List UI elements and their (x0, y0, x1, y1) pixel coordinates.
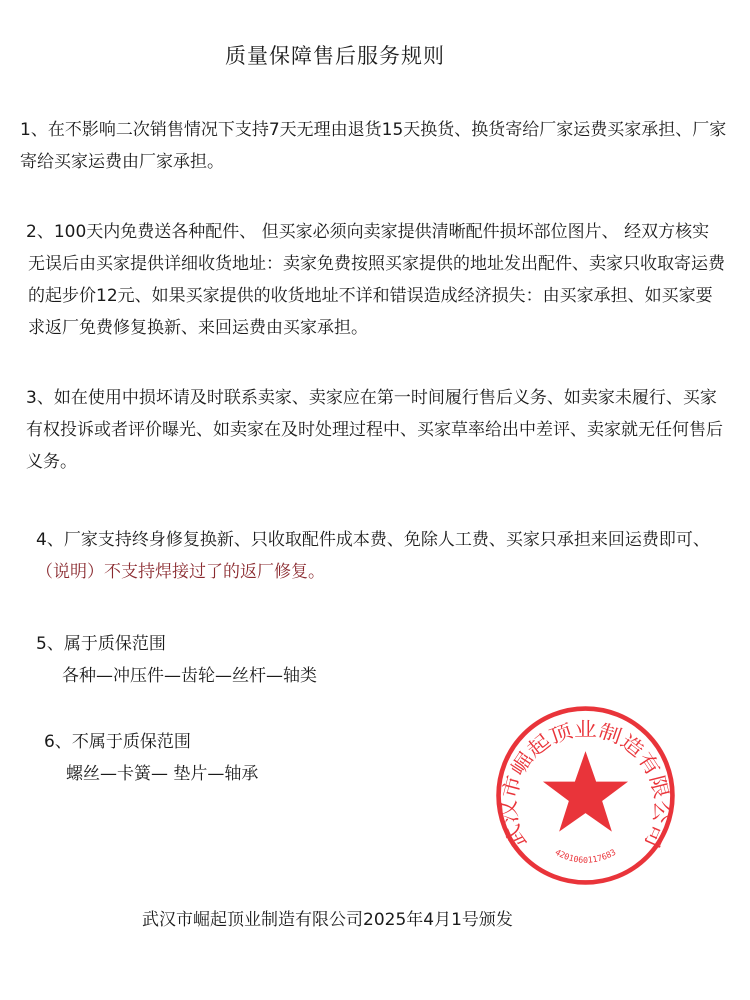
rule-6 (44, 726, 544, 790)
rule-6-title: 6、不属于质保范围 (44, 732, 191, 752)
seal-code-text: 4201060117683 (553, 846, 618, 865)
rule-6-items: 螺丝—卡簧— 垫片—轴承 (66, 764, 259, 784)
seal-company-text: 武汉市崛起顶业制造有限公司 (497, 718, 674, 852)
seal-star-icon (543, 751, 628, 831)
rule-3: 3、如在使用中损坏请及时联系卖家、卖家应在第一时间履行售后义务、如卖家未履行、买家有权投诉或者评价曝光、如卖家在及时处理过程中、买家草率给出中差评、卖家就无任何售后义务。 (26, 388, 723, 472)
rule-2-line-1: 2、100天内免费送各种配件、 但买家必须向卖家提供清晰配件损坏部位图片、 经双方核实 (26, 222, 710, 242)
rule-1: 1、在不影响二次销售情况下支持7天无理由退货15天换货、换货寄给厂家运费买家承担、厂家寄给买家运费由厂家承担。 (20, 120, 727, 172)
rule-4-note: （说明）不支持焊接过了的返厂修复。 (36, 562, 325, 582)
rule-2-continuation: 无误后由买家提供详细收货地址：卖家免费按照买家提供的地址发出配件、卖家只收取寄运费的起步价12元、如果买家提供的收货地址不详和错误造成经济损失：由买家承担、如买家要求返厂免费修复换新、来回运费由买家承担。 (28, 254, 725, 338)
rule-4 (36, 524, 736, 588)
issue-footer: 武汉市崛起顶业制造有限公司2025年4月1号颁发 (142, 910, 513, 930)
rule-5-items: 各种—冲压件—齿轮—丝杆—轴类 (62, 666, 317, 686)
rule-2 (26, 216, 726, 344)
rule-4-main: 4、厂家支持终身修复换新、只收取配件成本费、免除人工费、买家只承担来回运费即可、 (36, 530, 710, 550)
page-title: 质量保障售后服务规则 (225, 44, 445, 68)
company-seal-stamp (493, 703, 678, 888)
rule-5-title: 5、属于质保范围 (36, 634, 166, 654)
rule-5 (36, 628, 536, 692)
